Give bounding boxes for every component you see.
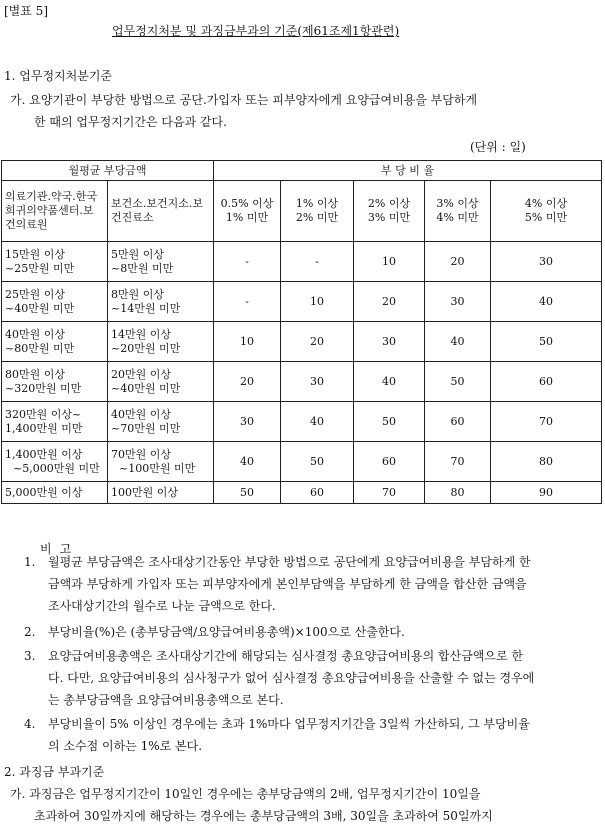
header-ratio-3: [354, 181, 425, 242]
header-fraud-ratio: 부 당 비 율: [214, 161, 602, 181]
days-cell: 10: [281, 282, 354, 322]
section-1-item-ga-line-1: 가. 요양기관이 부당한 방법으로 공단.가입자 또는 피부양자에게 요양급여비용을 부담하게: [10, 93, 478, 107]
header-ratio-5: [491, 181, 602, 242]
days-cell: 60: [491, 362, 602, 402]
amount-cell-b: [108, 242, 214, 282]
ratio-to: 4% 미만: [436, 211, 479, 224]
days-cell: 50: [354, 402, 425, 442]
table-row: [2, 402, 602, 442]
days-cell: 20: [354, 282, 425, 322]
days-cell: 10: [214, 322, 281, 362]
amount-from: 25만원 이상: [5, 287, 65, 301]
days-cell: 70: [354, 482, 425, 504]
ratio-from: 3% 이상: [436, 197, 479, 210]
days-cell: 20: [281, 322, 354, 362]
amount-from: 70만원 이상: [111, 447, 171, 461]
table-row: [2, 482, 602, 504]
amount-to: ~40만원 미만: [111, 381, 181, 395]
table-row: [2, 322, 602, 362]
days-cell: -: [214, 242, 281, 282]
remark-number: 1.: [24, 555, 36, 569]
table-row: [2, 242, 602, 282]
days-cell: 70: [491, 402, 602, 442]
days-cell: 40: [214, 442, 281, 482]
remarks-heading: 비고: [40, 542, 80, 556]
days-cell: 20: [425, 242, 491, 282]
ratio-from: 1% 이상: [295, 197, 339, 210]
amount-cell-a: [2, 322, 108, 362]
amount-to: ~20만원 미만: [111, 341, 181, 355]
remark-text: 요양급여비용총액은 조사대상기간에 해당되는 심사결정 총요양급여비용의 합산금액으로 한다. 다만, 요양급여비용의 심사청구가 없어 심사결정 총요양급여비용을 산출할 수 없는 경우에는 총부당금액을 요양급여비용총액으로 본다.: [48, 649, 535, 707]
header-institution-b: 보건소.보건지소.보건진료소: [108, 181, 214, 242]
days-cell: 40: [425, 322, 491, 362]
days-cell: 50: [425, 362, 491, 402]
amount-from: 8만원 이상: [111, 287, 164, 301]
amount-cell-a: [2, 402, 108, 442]
remark-1: [24, 551, 536, 617]
amount-to: ~5,000만원 미만: [13, 461, 100, 475]
section-2-heading: 2. 과징금 부과기준: [4, 765, 105, 779]
amount-cell-b: [108, 322, 214, 362]
document-title-reference: (제61조제1항관련): [297, 24, 400, 38]
amount-to: ~320만원 미만: [5, 381, 82, 395]
ratio-to: 5% 미만: [524, 211, 568, 224]
header-ratio-1: [214, 181, 281, 242]
unit-label: (단위 : 일): [470, 140, 526, 154]
amount-cell-b: [108, 362, 214, 402]
ratio-to: 3% 미만: [367, 211, 411, 224]
remark-2: [24, 621, 536, 643]
amount-to: ~70만원 미만: [111, 421, 181, 435]
remark-text: 월평균 부당금액은 조사대상기간동안 부당한 방법으로 공단에게 요양급여비용을 부담하게 한 금액과 부당하게 가입자 또는 피부양자에게 본인부담액을 부담하게 한 금액을 합산한 금액을 조사대상기간의 월수로 나눈 금액으로 한다.: [48, 555, 531, 613]
amount-from: 14만원 이상: [111, 327, 171, 341]
days-cell: 20: [214, 362, 281, 402]
amount-from: 5만원 이상: [111, 247, 164, 261]
amount-cell-b: [108, 402, 214, 442]
remark-text: 부당비율이 5% 이상인 경우에는 초과 1%마다 업무정지기간을 3일씩 가산하되, 그 부당비율의 소수점 이하는 1%로 본다.: [48, 717, 530, 753]
document-title: [112, 22, 399, 39]
amount-cell-b: [108, 442, 214, 482]
days-cell: -: [281, 242, 354, 282]
amount-from: 40만원 이상: [111, 407, 171, 421]
table-row: [2, 442, 602, 482]
remark-number: 4.: [24, 717, 36, 731]
days-cell: 70: [425, 442, 491, 482]
amount-cell-a: [2, 442, 108, 482]
section-2-item-ga-line-1: 가. 과징금은 업무정지기간이 10일인 경우에는 총부당금액의 2배, 업무정지기간이 10일을: [10, 787, 481, 801]
days-cell: 60: [281, 482, 354, 504]
amount-cell-a: 5,000만원 이상: [2, 482, 108, 504]
days-cell: 60: [425, 402, 491, 442]
header-monthly-amount: 월평균 부당금액: [2, 161, 214, 181]
table-group-header-row: [2, 161, 602, 181]
days-cell: 30: [425, 282, 491, 322]
days-cell: -: [214, 282, 281, 322]
amount-from: 15만원 이상: [5, 247, 65, 261]
amount-from: 40만원 이상: [5, 327, 65, 341]
section-1-item-ga-line-2: 한 때의 업무정지기간은 다음과 같다.: [34, 115, 227, 129]
amount-to: ~80만원 미만: [5, 341, 75, 355]
days-cell: 30: [354, 322, 425, 362]
amount-cell-a: [2, 362, 108, 402]
remark-text: 부당비율(%)은 (총부당금액/요양급여비용총액)×100으로 산출한다.: [48, 625, 405, 639]
days-cell: 60: [354, 442, 425, 482]
amount-cell-b: [108, 282, 214, 322]
remark-number: 2.: [24, 625, 36, 639]
days-cell: 50: [281, 442, 354, 482]
amount-from: 20만원 이상: [111, 367, 171, 381]
section-2-item-ga-line-2: 초과하여 30일까지에 해당하는 경우에는 총부당금액의 3배, 30일을 초과하여 50일까지: [34, 809, 493, 823]
table-row: [2, 282, 602, 322]
suspension-period-table: [1, 160, 602, 504]
remark-3: [24, 645, 536, 711]
ratio-from: 4% 이상: [524, 197, 568, 210]
amount-to: ~14만원 미만: [111, 301, 181, 315]
days-cell: 30: [281, 362, 354, 402]
ratio-to: 1% 미만: [225, 211, 269, 224]
days-cell: 40: [281, 402, 354, 442]
table-sub-header-row: [2, 181, 602, 242]
amount-to: ~8만원 미만: [111, 261, 174, 275]
table-row: [2, 362, 602, 402]
days-cell: 50: [491, 322, 602, 362]
remark-number: 3.: [24, 649, 36, 663]
header-institution-a: 의료기관.약국.한국희귀의약품센터.보건의료원: [2, 181, 108, 242]
days-cell: 10: [354, 242, 425, 282]
days-cell: 50: [214, 482, 281, 504]
amount-to: ~25만원 미만: [5, 261, 75, 275]
section-1-heading: 1. 업무정지처분기준: [4, 69, 113, 83]
days-cell: 40: [491, 282, 602, 322]
days-cell: 80: [491, 442, 602, 482]
days-cell: 80: [425, 482, 491, 504]
document-title-main: 업무정지처분 및 과징금부과의 기준: [112, 24, 298, 38]
amount-from: 80만원 이상: [5, 367, 65, 381]
days-cell: 30: [491, 242, 602, 282]
amount-cell-a: [2, 242, 108, 282]
days-cell: 30: [214, 402, 281, 442]
header-ratio-4: [425, 181, 491, 242]
remark-4: [24, 713, 536, 757]
ratio-from: 0.5% 이상: [220, 197, 274, 210]
amount-to: ~100만원 미만: [119, 461, 196, 475]
ratio-to: 2% 미만: [295, 211, 339, 224]
appendix-tag: [별표 5]: [4, 4, 48, 18]
days-cell: 90: [491, 482, 602, 504]
amount-cell-a: [2, 282, 108, 322]
amount-to: ~40만원 미만: [5, 301, 75, 315]
amount-from: 1,400만원 이상: [5, 447, 83, 461]
header-ratio-2: [281, 181, 354, 242]
days-cell: 40: [354, 362, 425, 402]
amount-from: 320만원 이상~: [5, 407, 82, 421]
amount-to: 1,400만원 미만: [5, 421, 83, 435]
ratio-from: 2% 이상: [367, 197, 411, 210]
amount-cell-b: 100만원 이상: [108, 482, 214, 504]
